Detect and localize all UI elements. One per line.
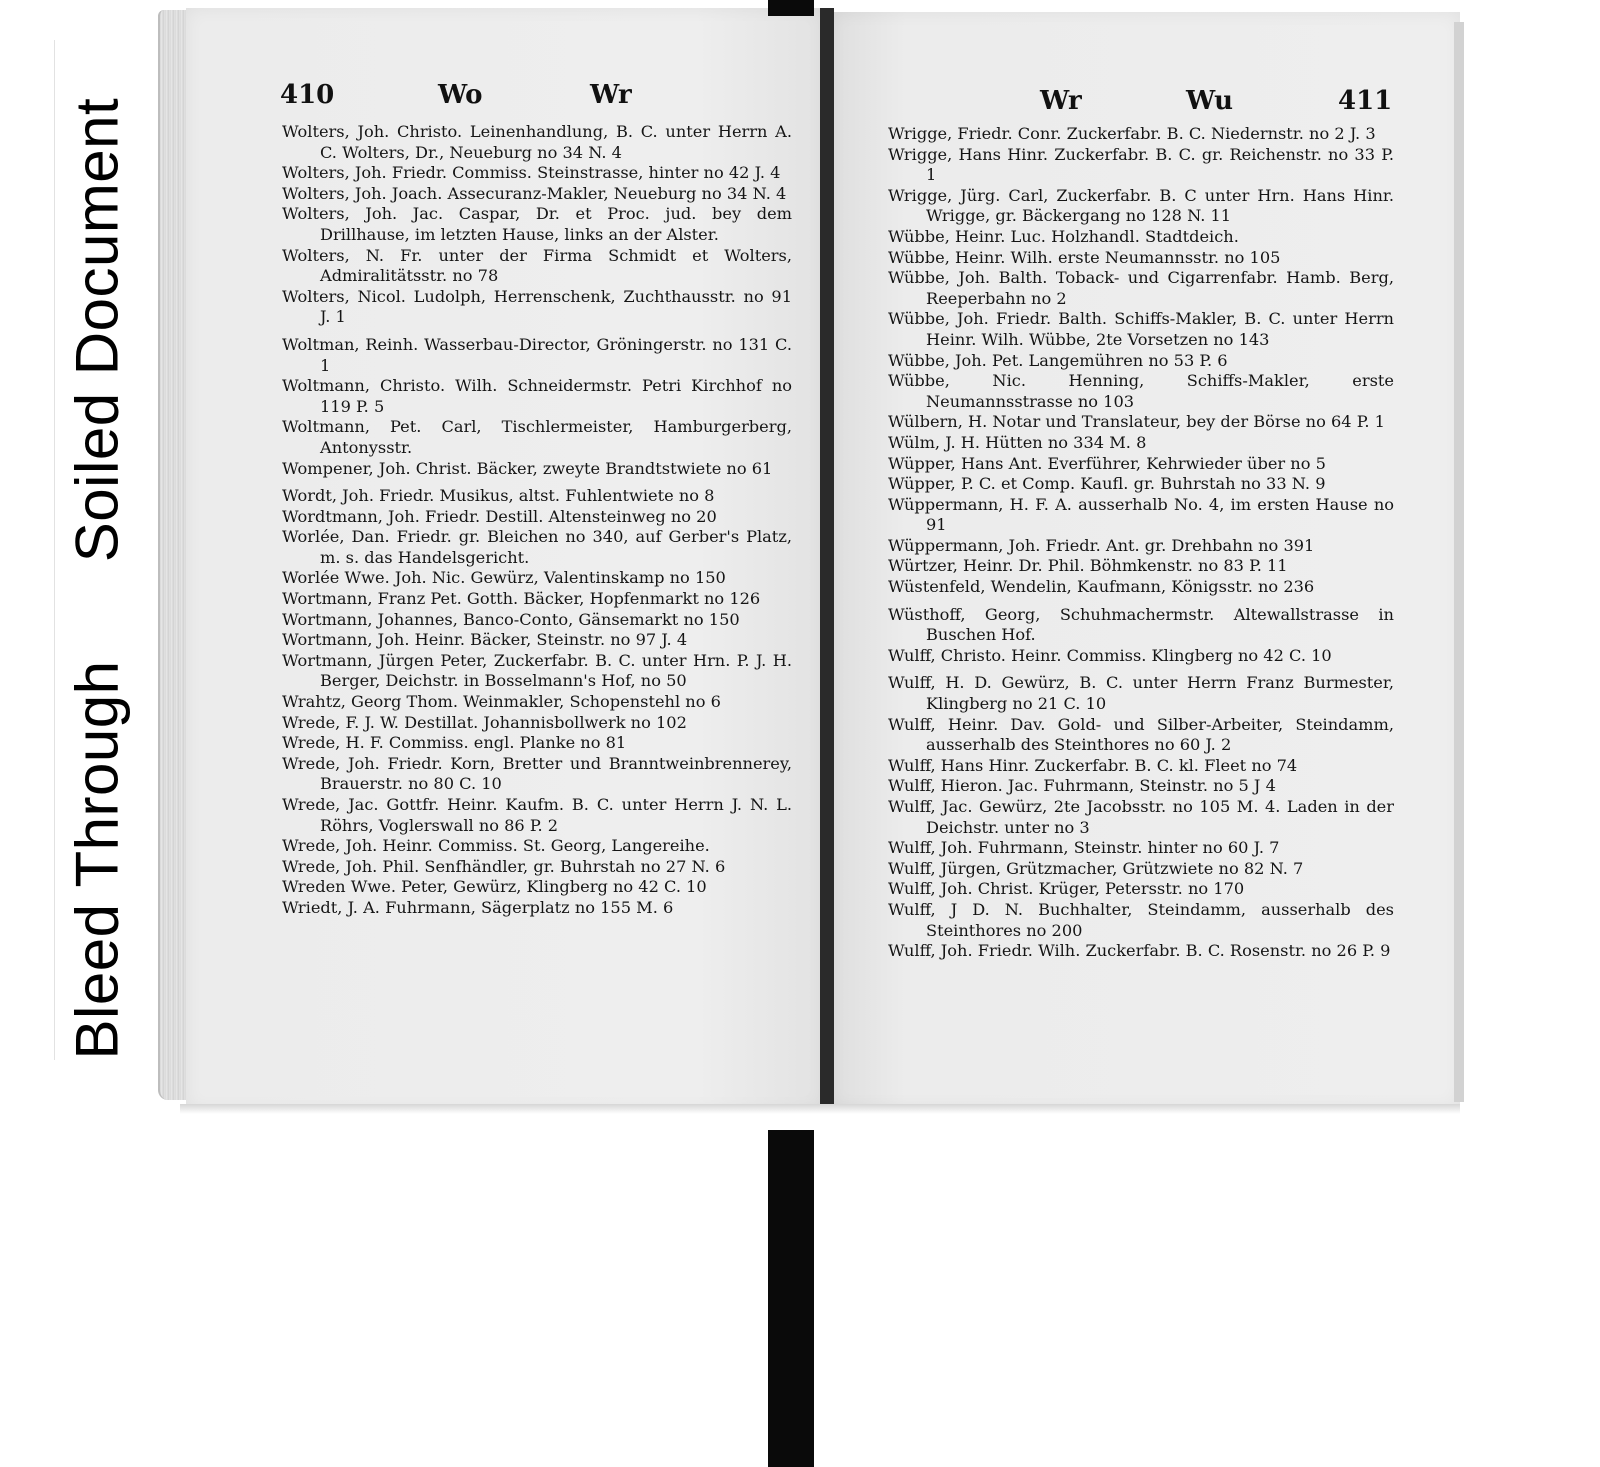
directory-entry: Wolters, Joh. Christo. Leinenhandlung, B. C. unter Herrn A. C. Wolters, Dr., Neueburg no 34 N. 4 bbox=[282, 122, 792, 162]
directory-entry: Wriedt, J. A. Fuhrmann, Sägerplatz no 155 M. 6 bbox=[282, 897, 674, 917]
directory-entry: Wrede, Joh. Heinr. Commiss. St. Georg, Langereihe. bbox=[282, 836, 710, 856]
directory-entry: Wrede, Jac. Gottfr. Heinr. Kaufm. B. C. unter Herrn J. N. L. Röhrs, Voglerswall no 86 P. 2 bbox=[282, 795, 792, 835]
directory-entry: Wrede, F. J. W. Destillat. Johannisbollwerk no 102 bbox=[282, 712, 687, 732]
directory-entry: Wülbern, H. Notar und Translateur, bey der Börse no 64 P. 1 bbox=[888, 412, 1385, 432]
directory-entry: Wompener, Joh. Christ. Bäcker, zweyte Brandtstwiete no 61 bbox=[282, 458, 773, 478]
directory-entry: Wolters, N. Fr. unter der Firma Schmidt et Wolters, Admiralitätsstr. no 78 bbox=[282, 245, 792, 286]
directory-entry: Wortmann, Joh. Heinr. Bäcker, Steinstr. no 97 J. 4 bbox=[282, 630, 688, 650]
directory-entry: Wulff, Jürgen, Grützmacher, Grützwiete no 82 N. 7 bbox=[888, 858, 1304, 878]
directory-entry: Wrigge, Jürg. Carl, Zuckerfabr. B. C unter Hrn. Hans Hinr. Wrigge, gr. Bäckergang no 128 N. 11 bbox=[888, 185, 1394, 226]
directory-entry: Wolters, Joh. Jac. Caspar, Dr. et Proc. jud. bey dem Drillhause, im letzten Hause, links an der Alster. bbox=[282, 204, 792, 244]
directory-entry: Wübbe, Joh. Friedr. Balth. Schiffs-Makler, B. C. unter Herrn Heinr. Wilh. Wübbe, 2te Vorsetzen no 143 bbox=[888, 309, 1394, 349]
directory-entry: Wordt, Joh. Friedr. Musikus, altst. Fuhlentwiete no 8 bbox=[282, 486, 715, 506]
side-label-soiled: Soiled Document bbox=[63, 97, 131, 563]
directory-entry: Woltmann, Pet. Carl, Tischlermeister, Hamburgerberg, Antonysstr. bbox=[282, 417, 792, 457]
directory-entry: Wulff, Joh. Christ. Krüger, Petersstr. no 170 bbox=[888, 879, 1245, 899]
directory-entry: Wrigge, Friedr. Conr. Zuckerfabr. B. C. Niedernstr. no 2 J. 3 bbox=[888, 124, 1376, 143]
directory-entry: Wortmann, Johannes, Banco-Conto, Gänsemarkt no 150 bbox=[282, 609, 740, 629]
directory-entry: Wolters, Nicol. Ludolph, Herrenschenk, Zuchthausstr. no 91 J. 1 bbox=[282, 286, 792, 327]
directory-entry: Wübbe, Joh. Balth. Toback- und Cigarrenfabr. Hamb. Berg, Reeperbahn no 2 bbox=[888, 268, 1394, 308]
directory-entry: Wrede, Joh. Phil. Senfhändler, gr. Buhrstah no 27 N. 6 bbox=[282, 856, 726, 876]
directory-entry: Worlée Wwe. Joh. Nic. Gewürz, Valentinskamp no 150 bbox=[282, 568, 726, 588]
directory-entry: Woltman, Reinh. Wasserbau-Director, Gröningerstr. no 131 C. 1 bbox=[282, 334, 792, 375]
directory-entry: Wortmann, Jürgen Peter, Zuckerfabr. B. C. unter Hrn. P. J. H. Berger, Deichstr. in Bosselmann's Hof, no 50 bbox=[282, 650, 792, 691]
left-header-right: Wr bbox=[590, 80, 632, 110]
right-entries bbox=[888, 124, 1394, 962]
directory-entry: Wübbe, Heinr. Luc. Holzhandl. Stadtdeich. bbox=[888, 226, 1239, 246]
left-header-left: Wo bbox=[438, 80, 483, 110]
directory-entry: Wortmann, Franz Pet. Gotth. Bäcker, Hopfenmarkt no 126 bbox=[282, 589, 761, 609]
side-label-bleed: Bleed Through bbox=[63, 660, 131, 1060]
directory-entry: Worlée, Dan. Friedr. gr. Bleichen no 340, auf Gerber's Platz, m. s. das Handelsgericht. bbox=[282, 527, 792, 567]
directory-entry: Wulff, Hieron. Jac. Fuhrmann, Steinstr. no 5 J 4 bbox=[888, 776, 1276, 796]
ribbon-bookmark bbox=[768, 1130, 814, 1467]
directory-entry: Wordtmann, Joh. Friedr. Destill. Altensteinweg no 20 bbox=[282, 506, 717, 526]
directory-entry: Wübbe, Joh. Pet. Langemühren no 53 P. 6 bbox=[888, 350, 1228, 370]
directory-entry: Wrede, Joh. Friedr. Korn, Bretter und Branntweinbrennerey, Brauerstr. no 80 C. 10 bbox=[282, 753, 792, 794]
directory-entry: Wulff, J D. N. Buchhalter, Steindamm, ausserhalb des Steinthores no 200 bbox=[888, 899, 1394, 940]
directory-entry: Wulff, Jac. Gewürz, 2te Jacobsstr. no 105 M. 4. Laden in der Deichstr. unter no 3 bbox=[888, 797, 1394, 837]
right-header-right: Wu bbox=[1186, 86, 1234, 116]
directory-entry: Würtzer, Heinr. Dr. Phil. Böhmkenstr. no 83 P. 11 bbox=[888, 556, 1288, 576]
directory-entry: Wübbe, Nic. Henning, Schiffs-Makler, erste Neumannsstrasse no 103 bbox=[888, 371, 1394, 411]
right-page-number: 411 bbox=[1338, 86, 1393, 116]
right-header-left: Wr bbox=[1040, 86, 1082, 116]
page-shadow bbox=[180, 1104, 1460, 1114]
left-page-number: 410 bbox=[280, 80, 335, 110]
book-gutter bbox=[820, 8, 834, 1110]
directory-entry: Wüstenfeld, Wendelin, Kaufmann, Königsstr. no 236 bbox=[888, 577, 1315, 597]
directory-entry: Wulff, H. D. Gewürz, B. C. unter Herrn Franz Burmester, Klingberg no 21 C. 10 bbox=[888, 673, 1394, 714]
directory-entry: Wulff, Joh. Friedr. Wilh. Zuckerfabr. B. C. Rosenstr. no 26 P. 9 bbox=[888, 941, 1391, 961]
directory-entry: Wüppermann, Joh. Friedr. Ant. gr. Drehbahn no 391 bbox=[888, 535, 1315, 555]
directory-entry: Wulff, Christo. Heinr. Commiss. Klingberg no 42 C. 10 bbox=[888, 645, 1332, 665]
directory-entry: Wreden Wwe. Peter, Gewürz, Klingberg no 42 C. 10 bbox=[282, 877, 707, 897]
directory-entry: Wulff, Joh. Fuhrmann, Steinstr. hinter no 60 J. 7 bbox=[888, 838, 1280, 858]
directory-entry: Wüppermann, H. F. A. ausserhalb No. 4, im ersten Hause no 91 bbox=[888, 494, 1394, 535]
directory-entry: Wrigge, Hans Hinr. Zuckerfabr. B. C. gr. Reichenstr. no 33 P. 1 bbox=[888, 144, 1394, 185]
directory-entry: Woltmann, Christo. Wilh. Schneidermstr. Petri Kirchhof no 119 P. 5 bbox=[282, 376, 792, 416]
directory-entry: Wrede, H. F. Commiss. engl. Planke no 81 bbox=[282, 733, 627, 753]
right-page-edge bbox=[1454, 22, 1464, 1102]
directory-entry: Wolters, Joh. Friedr. Commiss. Steinstrasse, hinter no 42 J. 4 bbox=[282, 163, 781, 183]
directory-entry: Wolters, Joh. Joach. Assecuranz-Makler, Neueburg no 34 N. 4 bbox=[282, 183, 787, 203]
directory-entry: Wrahtz, Georg Thom. Weinmakler, Schopenstehl no 6 bbox=[282, 692, 721, 712]
directory-entry: Wüpper, P. C. et Comp. Kaufl. gr. Buhrstah no 33 N. 9 bbox=[888, 474, 1326, 494]
left-entries bbox=[282, 122, 792, 919]
directory-entry: Wülm, J. H. Hütten no 334 M. 8 bbox=[888, 432, 1147, 452]
side-label-banner bbox=[54, 40, 139, 1060]
directory-entry: Wulff, Heinr. Dav. Gold- und Silber-Arbeiter, Steindamm, ausserhalb des Steinthores no 60 J. 2 bbox=[888, 714, 1394, 755]
directory-entry: Wüpper, Hans Ant. Everführer, Kehrwieder über no 5 bbox=[888, 453, 1326, 473]
directory-entry: Wulff, Hans Hinr. Zuckerfabr. B. C. kl. Fleet no 74 bbox=[888, 755, 1298, 775]
ribbon-top bbox=[768, 0, 814, 16]
directory-entry: Wübbe, Heinr. Wilh. erste Neumannsstr. no 105 bbox=[888, 247, 1281, 267]
directory-entry: Wüsthoff, Georg, Schuhmachermstr. Altewallstrasse in Buschen Hof. bbox=[888, 604, 1394, 645]
